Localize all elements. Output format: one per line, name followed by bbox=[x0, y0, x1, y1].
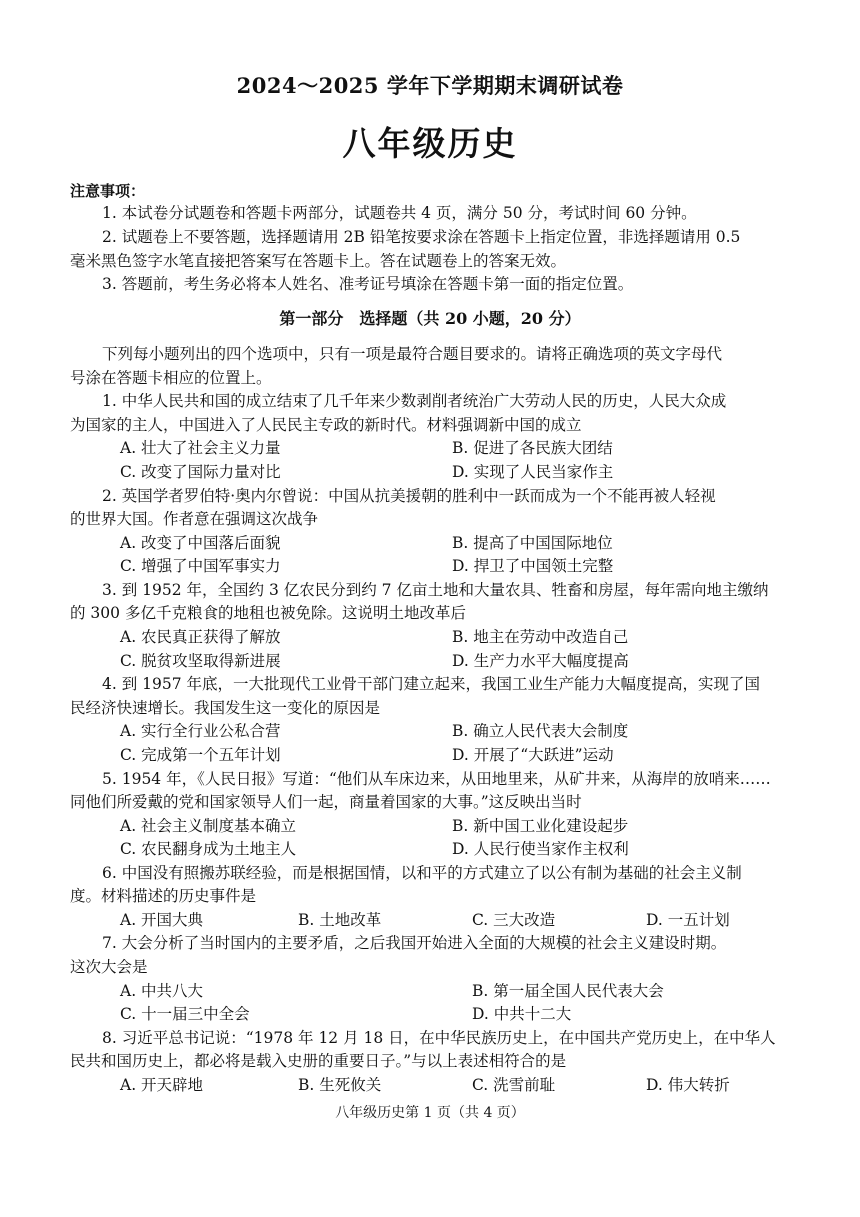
question-8-option-c: C. 洗雪前耻 bbox=[472, 1076, 556, 1094]
question-5-option-c: C. 农民翻身成为土地主人 bbox=[120, 840, 297, 858]
section-instructions-2: 号涂在答题卡相应的位置上。 bbox=[70, 369, 272, 387]
question-2-option-a: A. 改变了中国落后面貌 bbox=[120, 534, 281, 552]
question-7-stem-2: 这次大会是 bbox=[70, 958, 148, 976]
question-8-option-d: D. 伟大转折 bbox=[646, 1076, 730, 1094]
question-1-stem-2: 为国家的主人，中国进入了人民民主专政的新时代。材料强调新中国的成立 bbox=[70, 416, 582, 434]
question-6-stem-1: 6. 中国没有照搬苏联经验，而是根据国情，以和平的方式建立了以公有制为基础的社会主义制 bbox=[102, 864, 742, 882]
question-3-stem-1: 3. 到 1952 年，全国约 3 亿农民分到约 7 亿亩土地和大量农具、牲畜和房屋，每年需向地主缴纳 bbox=[102, 581, 769, 599]
question-2-stem-2: 的世界大国。作者意在强调这次战争 bbox=[70, 510, 319, 528]
question-6-stem-2: 度。材料描述的历史事件是 bbox=[70, 887, 257, 905]
question-2-option-d: D. 捍卫了中国领土完整 bbox=[452, 557, 614, 575]
section-heading: 第一部分 选择题（共 20 小题，20 分） bbox=[279, 309, 581, 328]
question-4-option-a: A. 实行全行业公私合营 bbox=[120, 722, 281, 740]
question-1-option-a: A. 壮大了社会主义力量 bbox=[120, 439, 281, 457]
question-2-option-b: B. 提高了中国国际地位 bbox=[452, 534, 613, 552]
page-footer: 八年级历史第 1 页（共 4 页） bbox=[335, 1105, 525, 1121]
note-item-1: 1. 本试卷分试题卷和答题卡两部分，试题卷共 4 页，满分 50 分，考试时间 60 分钟。 bbox=[102, 204, 697, 222]
question-7-option-d: D. 中共十二大 bbox=[472, 1005, 572, 1023]
question-3-option-d: D. 生产力水平大幅度提高 bbox=[452, 652, 629, 670]
question-3-option-a: A. 农民真正获得了解放 bbox=[120, 628, 281, 646]
question-2-option-c: C. 增强了中国军事实力 bbox=[120, 557, 281, 575]
note-item-2: 2. 试题卷上不要答题，选择题请用 2B 铅笔按要求涂在答题卡上指定位置，非选择题请用 0.5 bbox=[102, 228, 741, 246]
question-3-option-b: B. 地主在劳动中改造自己 bbox=[452, 628, 629, 646]
question-6-option-b: B. 土地改革 bbox=[298, 911, 382, 929]
question-1-option-b: B. 促进了各民族大团结 bbox=[452, 439, 613, 457]
question-6-option-d: D. 一五计划 bbox=[646, 911, 730, 929]
question-2-stem-1: 2. 英国学者罗伯特·奥内尔曾说：中国从抗美援朝的胜利中一跃而成为一个不能再被人轻视 bbox=[102, 487, 716, 505]
question-3-option-c: C. 脱贫攻坚取得新进展 bbox=[120, 652, 281, 670]
question-4-option-c: C. 完成第一个五年计划 bbox=[120, 746, 281, 764]
question-8-stem-2: 民共和国历史上，都必将是载入史册的重要日子。”与以上表述相符合的是 bbox=[70, 1052, 567, 1070]
question-7-option-b: B. 第一届全国人民代表大会 bbox=[472, 982, 664, 1000]
question-5-option-b: B. 新中国工业化建设起步 bbox=[452, 817, 629, 835]
question-3-stem-2: 的 300 多亿千克粮食的地租也被免除。这说明土地改革后 bbox=[70, 604, 466, 622]
question-8-stem-1: 8. 习近平总书记说：“1978 年 12 月 18 日，在中华民族历史上，在中国共产党历史上，在中华人 bbox=[102, 1029, 776, 1047]
section-instructions-1: 下列每小题列出的四个选项中，只有一项是最符合题目要求的。请将正确选项的英文字母代 bbox=[102, 345, 723, 363]
question-4-option-d: D. 开展了“大跃进”运动 bbox=[452, 746, 614, 764]
question-5-option-a: A. 社会主义制度基本确立 bbox=[120, 817, 297, 835]
question-8-option-a: A. 开天辟地 bbox=[120, 1076, 204, 1094]
question-4-stem-2: 民经济快速增长。我国发生这一变化的原因是 bbox=[70, 699, 381, 717]
question-1-option-d: D. 实现了人民当家作主 bbox=[452, 463, 614, 481]
question-4-option-b: B. 确立人民代表大会制度 bbox=[452, 722, 629, 740]
question-7-option-a: A. 中共八大 bbox=[120, 982, 204, 1000]
question-7-stem-1: 7. 大会分析了当时国内的主要矛盾，之后我国开始进入全面的大规模的社会主义建设时期。 bbox=[102, 934, 727, 952]
question-5-option-d: D. 人民行使当家作主权利 bbox=[452, 840, 629, 858]
question-6-option-c: C. 三大改造 bbox=[472, 911, 556, 929]
question-1-stem-1: 1. 中华人民共和国的成立结束了几千年来少数剥削者统治广大劳动人民的历史，人民大众成 bbox=[102, 392, 727, 410]
subject-title: 八年级历史 bbox=[342, 124, 518, 163]
question-5-stem-1: 5. 1954 年，《人民日报》写道：“他们从车床边来，从田地里来，从矿井来，从海岸的放哨来…… bbox=[102, 770, 771, 788]
notes-heading: 注意事项： bbox=[70, 182, 146, 200]
question-1-option-c: C. 改变了国际力量对比 bbox=[120, 463, 281, 481]
question-8-option-b: B. 生死攸关 bbox=[298, 1076, 382, 1094]
question-4-stem-1: 4. 到 1957 年底，一大批现代工业骨干部门建立起来，我国工业生产能力大幅度提高，实现了国 bbox=[102, 675, 761, 693]
note-item-2-cont: 毫米黑色签字水笔直接把答案写在答题卡上。答在试题卷上的答案无效。 bbox=[70, 252, 567, 270]
question-6-option-a: A. 开国大典 bbox=[120, 911, 204, 929]
exam-title: 2024～2025 学年下学期期末调研试卷 bbox=[236, 73, 624, 98]
question-7-option-c: C. 十一届三中全会 bbox=[120, 1005, 250, 1023]
note-item-3: 3. 答题前，考生务必将本人姓名、准考证号填涂在答题卡第一面的指定位置。 bbox=[102, 275, 634, 293]
question-5-stem-2: 同他们所爱戴的党和国家领导人们一起，商量着国家的大事。”这反映出当时 bbox=[70, 793, 582, 811]
